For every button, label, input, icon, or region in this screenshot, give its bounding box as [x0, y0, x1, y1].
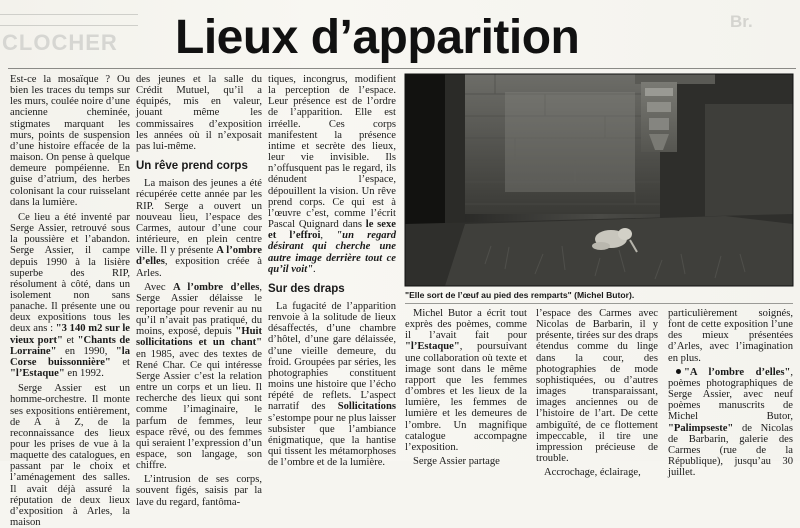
col6-paragraph-1: particulièrement soignés, font de cette exposition l’une des mieux présentées d’Arles, avec l’imagination en plus. [668, 308, 793, 364]
exhibition-title: Sollicitations [337, 401, 396, 413]
col1-paragraph-3: Serge Assier est un homme-orchestre. Il monte ses expositions entièrement, de A à Z, de la reconnaissance des lieux pour les prises de vue à la maquette des catalogues, en passant par le choix et l’aménagement des salles. Il avait déjà assuré la réputation de deux lieux d’exposition à Arles, la maison [10, 383, 130, 528]
exhibition-title: "A l’ombre d’elles" [684, 366, 791, 378]
col3-paragraph-1: tiques, incongrus, modifient la perception de l’espace. Leur présence est de l’ordre de l’apparition. Elle est irréelle. Ces corps manifestent la présence intime et secrète des lieux, leur vie invisible. Ils n’offusquent pas le regard, ils dénudent l’espace, dépouillent la vision. Un rêve prend corps. Ce qui est à l’œuvre c’est, comme l’écrit Pascal Quignard dans le sexe et l’effroi, "un regard désirant qui cherche une autre image derrière tout ce qu’il voit". [268, 74, 397, 275]
col2-paragraph-2: La maison des jeunes a été récupérée cette année par les RIP. Serge a ouvert un nouveau lieu, l’espace des Carmes, autour d’une cour intérieure, en plein centre ville. Il y présente A l’ombre d’elles, exposition créée à Arles. [136, 178, 262, 279]
bullet-icon [676, 369, 681, 374]
bleed-through-text [0, 8, 140, 53]
exhibition-title: A l’ombre d’elles [172, 281, 260, 293]
section-heading: Sur des draps [268, 282, 345, 295]
col1-paragraph-2: Ce lieu a été inventé par Serge Assier, retrouvé sous la poussière et l’abandon. Serge Assier, il campe depuis 1990 à la lisière superbe des RIP, résolument à côté, dans un isolement non sans panache. Il présente une ou deux expositions tous les deux ans : "3 140 m2 sur le vieux port" et "Chants de Lorraine" en 1990, "la Corse buissonnière" et "l’Estaque" en 1992. [10, 211, 130, 380]
book-title: le sexe et l’effroi [268, 219, 397, 242]
photo-ruins-nude [405, 74, 793, 286]
exhibition-title: "l’Estaque" [10, 368, 65, 380]
article-column-3 [268, 74, 397, 469]
article-column-1 [10, 74, 130, 528]
section-heading: Un rêve prend corps [136, 160, 248, 173]
quotation: "un regard désirant qui cherche une autre image derrière tout ce qu’il voit" [268, 230, 397, 275]
col1-paragraph-1: Est-ce la mosaïque ? Ou bien les traces du temps sur les murs, coulée noire d’une ancienne cheminée, stigmates marquant les murs, points de suspension d’une histoire effacée de la maison. On pense à quelque demeure pompéienne. En guise d’atrium, des herbes colonisant la cour ruisselant dans la lumière. [10, 74, 130, 208]
col5-paragraph-1: l’espace des Carmes avec Nicolas de Barbarin, il y présente, tirées sur des draps étendus comme du linge dans la cour, des photographies de mode sophistiquées, ou d’autres images transparaissant, images anciennes ou de l’histoire de l’art. De cette ambiguïté, de ce flottement impeccable, il tire une impression précieuse de trouble. [536, 308, 658, 465]
article-column-2 [136, 74, 262, 508]
bleed-through-word: CLOCHER [2, 30, 118, 55]
photo-caption: "Elle sort de l’œuf au pied des remparts" (Michel Butor). [405, 290, 635, 300]
headline-rule [8, 68, 796, 69]
col5-paragraph-2: Accrochage, éclairage, [544, 467, 641, 479]
col3-paragraph-2: La fugacité de l’apparition renvoie à la solitude de lieux désaffectés, d’une chambre d’hôtel, d’une gare délaissée, d’une vieille demeure, du froid. Groupées par séries, les photographies constituent moins une histoire que l’écho répété de reflets. L’aspect narratif des Sollicitations s’estompe pour ne plus laisser subsister que l’ambiance énigmatique, que la hantise qui tissent les métamorphoses de l’ombre et de la lumière. [268, 300, 396, 469]
col2-paragraph-3: Avec A l’ombre d’elles, Serge Assier délaisse le reportage pour revenir au nu qu’il n’avait pas pratiqué, du moins, exposé, depuis "Huit sollicitations et un chant" en 1985, avec des textes de René Char. Ce qui intéresse Serge Assier c’est la relation entre un corps et un lieu. Il recherche des lieux qui sont comme l’imaginaire, le parfum de femmes, leur espace rêvé, ou des femmes qui seraient l’expression d’un espace, son langage, son chiffre. [136, 281, 262, 472]
col2-paragraph-4: L’intrusion de ses corps, souvent figés, saisis par la lave du regard, fantôma- [136, 474, 262, 508]
page-title: Lieux d’apparition [175, 11, 580, 64]
col2-paragraph-1: des jeunes et la salle du Crédit Mutuel, qu’il a équipés, mis en valeur, jouant même les commissaires d’exposition les années où il n’exposait pas lui-même. [136, 74, 262, 152]
col4-paragraph-1: Michel Butor a écrit tout exprès des poèmes, comme il l’avait fait pour "l’Estaque", poursuivant une collaboration où texte et image sont dans le même rapport que les femmes d’ombres et les lieux de la lumière, les femmes de lumière et les demeures de l’ombre. Un magnifique catalogue accompagne l’exposition. [405, 308, 527, 453]
exhibition-title: "la Corse buissonnière" [10, 345, 130, 368]
book-title: "Palimpseste" [668, 422, 734, 434]
exhibition-title: A l’ombre d’elles [136, 245, 262, 268]
article-column-6 [668, 308, 793, 479]
article-column-5 [536, 308, 658, 479]
article-photo [405, 74, 793, 286]
exhibition-title: "Chants de Lorraine" [10, 334, 130, 357]
col6-paragraph-2: "A l’ombre d’elles", poèmes photographiques de Serge Assier, avec neuf poèmes manuscrits de Michel Butor, "Palimpseste" de Nicolas de Barbarin, galerie des Carmes (rue de la République), jusqu’au 30 juillet. [668, 366, 793, 479]
exhibition-title: "l’Estaque" [405, 341, 460, 353]
bleed-through-text-right: Br. [730, 12, 753, 31]
col4-paragraph-2: Serge Assier partage [413, 456, 500, 468]
exhibition-title: "3 140 m2 sur le vieux port" [10, 323, 130, 346]
caption-rule [405, 303, 793, 304]
article-column-4 [405, 308, 527, 468]
exhibition-title: "Huit sollicitations et un chant" [136, 326, 262, 349]
bleed-through-bars [0, 14, 138, 26]
